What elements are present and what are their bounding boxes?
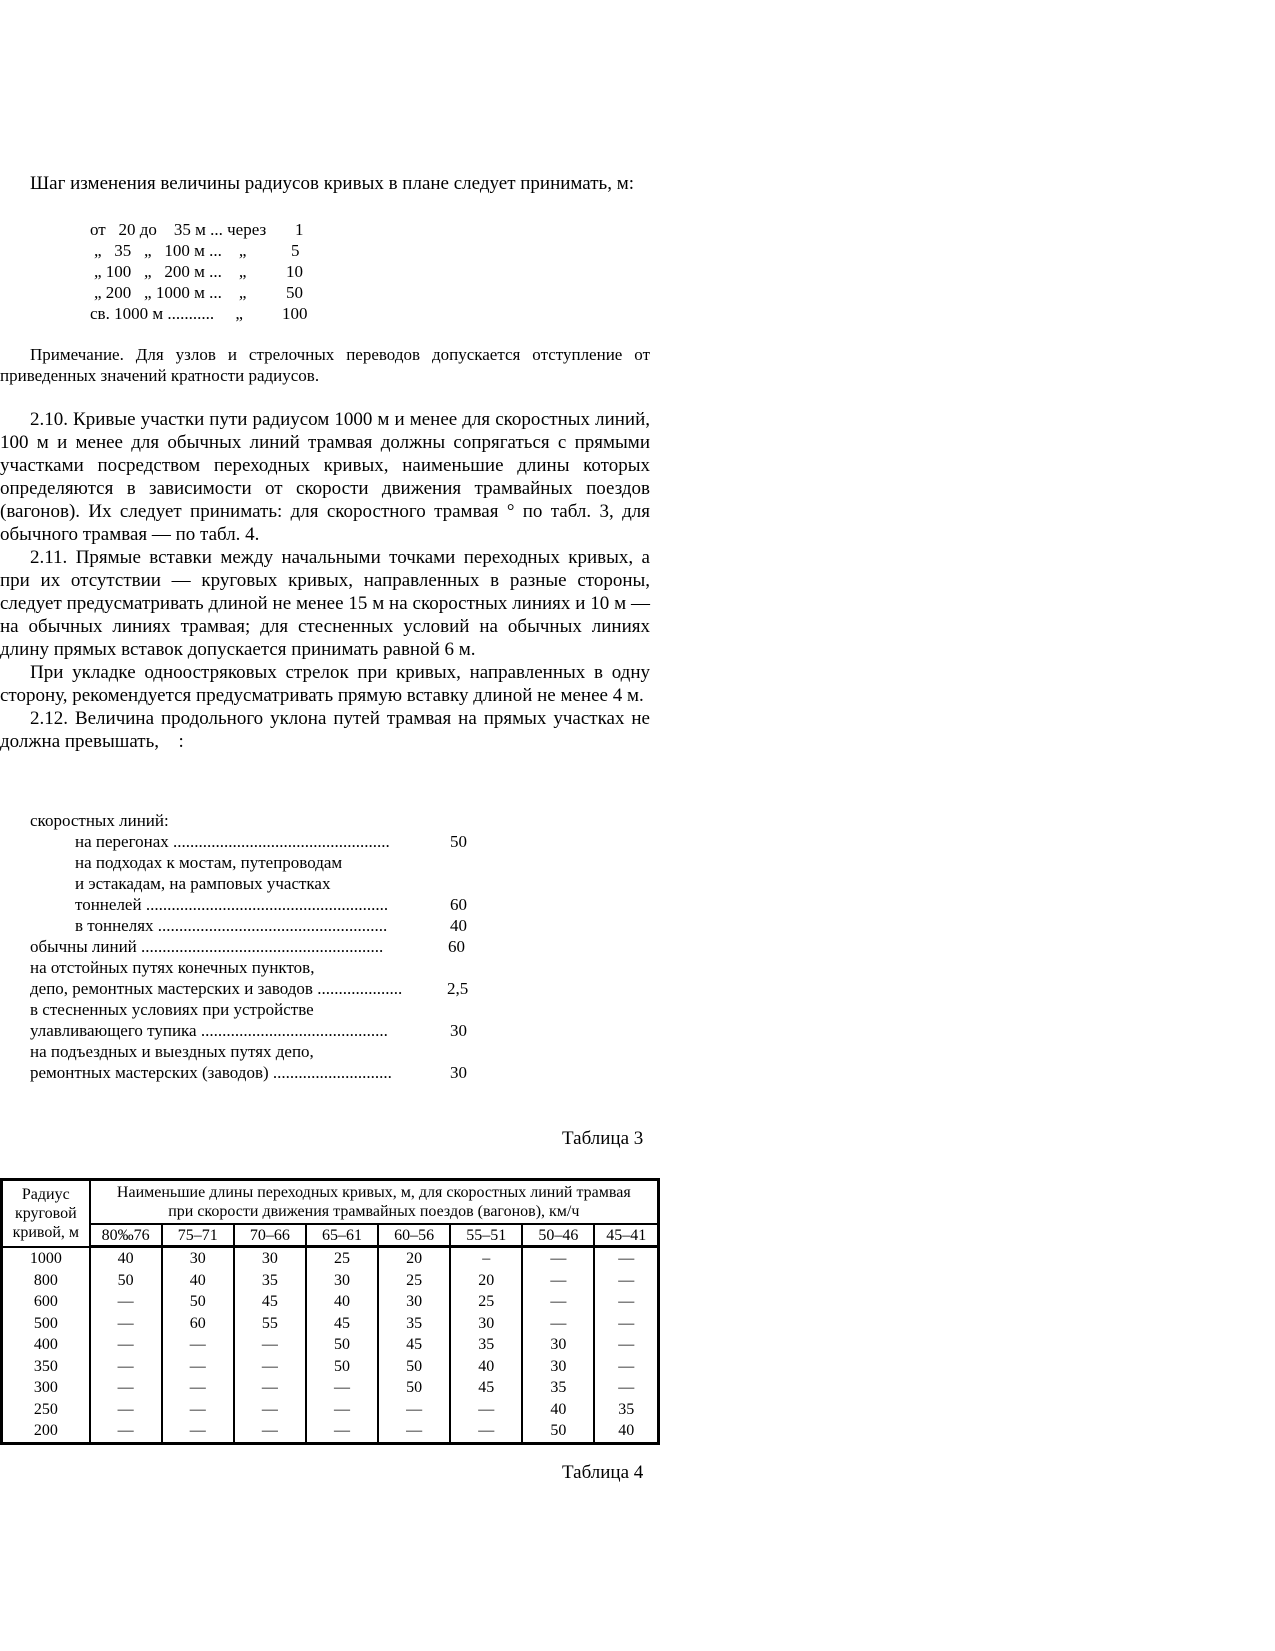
- length-cell: —: [90, 1291, 162, 1313]
- length-cell: 60: [162, 1313, 234, 1335]
- radius-cell: 350: [2, 1356, 90, 1378]
- length-cell: —: [162, 1356, 234, 1378]
- length-cell: —: [234, 1334, 306, 1356]
- length-group-header: Наименьшие длины переходных кривых, м, для скоростных линий трамвая при скорости движения трамвайных поездов (вагонов), км/ч: [90, 1180, 659, 1225]
- length-cell: 40: [522, 1399, 594, 1421]
- length-cell: —: [234, 1399, 306, 1421]
- radius-cell: 600: [2, 1291, 90, 1313]
- speed-header: 75–71: [162, 1224, 234, 1247]
- speed-header: 55–51: [450, 1224, 522, 1247]
- speed-header: 45–41: [594, 1224, 658, 1247]
- length-cell: —: [162, 1420, 234, 1443]
- radius-cell: 800: [2, 1270, 90, 1292]
- radius-cell: 1000: [2, 1247, 90, 1270]
- radius-cell: 400: [2, 1334, 90, 1356]
- length-cell: —: [306, 1377, 378, 1399]
- length-cell: 25: [306, 1247, 378, 1270]
- length-cell: 50: [90, 1270, 162, 1292]
- length-cell: —: [594, 1313, 658, 1335]
- length-cell: —: [522, 1247, 594, 1270]
- speed-header: 50–46: [522, 1224, 594, 1247]
- length-cell: 45: [378, 1334, 450, 1356]
- radius-column-header: Радиус круговой кривой, м: [2, 1180, 90, 1247]
- radius-cell: 300: [2, 1377, 90, 1399]
- length-cell: —: [90, 1420, 162, 1443]
- length-cell: 20: [450, 1270, 522, 1292]
- paragraph-2-12: 2.12. Величина продольного уклона путей трамвая на прямых участках не должна превышать,  :: [0, 708, 650, 752]
- length-cell: 25: [450, 1291, 522, 1313]
- main-text: [0, 408, 650, 753]
- length-cell: —: [450, 1399, 522, 1421]
- length-cell: 45: [450, 1377, 522, 1399]
- length-cell: —: [162, 1334, 234, 1356]
- length-cell: —: [90, 1334, 162, 1356]
- step-row: „ 35 „ 100 м ... „ 5: [94, 241, 300, 260]
- length-cell: —: [306, 1399, 378, 1421]
- length-cell: 30: [522, 1334, 594, 1356]
- table-row: [2, 1247, 659, 1270]
- length-cell: —: [234, 1377, 306, 1399]
- radius-cell: 200: [2, 1420, 90, 1443]
- length-cell: —: [594, 1377, 658, 1399]
- length-cell: —: [522, 1291, 594, 1313]
- length-cell: 50: [306, 1356, 378, 1378]
- length-cell: 50: [162, 1291, 234, 1313]
- table-row: [2, 1270, 659, 1292]
- radius-cell: 500: [2, 1313, 90, 1335]
- length-cell: —: [234, 1420, 306, 1443]
- length-cell: 50: [522, 1420, 594, 1443]
- length-cell: 40: [306, 1291, 378, 1313]
- length-cell: —: [594, 1270, 658, 1292]
- step-row: „ 200 „ 1000 м ... „ 50: [94, 283, 303, 302]
- length-cell: 40: [162, 1270, 234, 1292]
- table-row: [2, 1377, 659, 1399]
- length-cell: 35: [378, 1313, 450, 1335]
- paragraph-2-10: 2.10. Кривые участки пути радиусом 1000 м и менее для скоростных линий, 100 м и менее для обычных линий трамвая должны сопрягаться с прямыми участками посредством переходных кривых, наименьшие длины которых определяются в зависимости от скорости движения трамвайных поездов (вагонов). Их следует принимать: для скоростного трамвая ° по табл. 3, для обычного трамвая — по табл. 4.: [0, 409, 650, 545]
- length-cell: 40: [450, 1356, 522, 1378]
- step-row: св. 1000 м ........... „ 100: [90, 304, 308, 323]
- length-cell: 50: [378, 1377, 450, 1399]
- table-3-body: [2, 1247, 659, 1444]
- length-cell: —: [594, 1334, 658, 1356]
- step-row: „ 100 „ 200 м ... „ 10: [94, 262, 303, 281]
- length-cell: —: [162, 1399, 234, 1421]
- length-cell: —: [594, 1356, 658, 1378]
- length-cell: 45: [306, 1313, 378, 1335]
- paragraph-2-11: 2.11. Прямые вставки между начальными точками переходных кривых, а при их отсутствии — круговых кривых, направленных в разные стороны, следует предусматривать длиной не менее 15 м на скоростных линиях и 10 м — на обычных линиях трамвая; для стесненных условий на обычных линиях длину прямых вставок допускается принимать равной 6 м.: [0, 547, 650, 660]
- length-cell: —: [90, 1399, 162, 1421]
- table-row: [2, 1334, 659, 1356]
- length-cell: 30: [162, 1247, 234, 1270]
- intro-text: Шаг изменения величины радиусов кривых в плане следует принимать, м:: [30, 173, 635, 194]
- table-row: [2, 1420, 659, 1443]
- length-cell: 45: [234, 1291, 306, 1313]
- length-cell: —: [90, 1313, 162, 1335]
- speed-header: 70–66: [234, 1224, 306, 1247]
- step-row: от 20 до 35 м ... через 1: [90, 220, 304, 239]
- length-cell: —: [378, 1420, 450, 1443]
- length-cell: —: [378, 1399, 450, 1421]
- radius-step-list: [90, 219, 330, 324]
- radius-cell: 250: [2, 1399, 90, 1421]
- table-row: [2, 1313, 659, 1335]
- length-cell: 35: [594, 1399, 658, 1421]
- length-cell: 35: [234, 1270, 306, 1292]
- length-cell: —: [594, 1247, 658, 1270]
- length-cell: 50: [306, 1334, 378, 1356]
- paragraph-2-11b: При укладке одноостряковых стрелок при кривых, направленных в одну сторону, рекомендуется предусматривать прямую вставку длиной не менее 4 м.: [0, 662, 650, 706]
- length-cell: —: [450, 1420, 522, 1443]
- length-cell: —: [594, 1291, 658, 1313]
- length-cell: 30: [378, 1291, 450, 1313]
- length-cell: —: [522, 1313, 594, 1335]
- table-3-caption: Таблица 3: [562, 1128, 644, 1149]
- length-cell: 40: [90, 1247, 162, 1270]
- length-cell: 50: [378, 1356, 450, 1378]
- length-cell: —: [90, 1377, 162, 1399]
- speed-header: 80‰76: [90, 1224, 162, 1247]
- length-cell: 30: [450, 1313, 522, 1335]
- length-cell: —: [234, 1356, 306, 1378]
- note-text: Примечание. Для узлов и стрелочных переводов допускается отступление от приведенных значений кратности радиусов.: [0, 345, 650, 385]
- table-4-caption: Таблица 4: [562, 1462, 644, 1483]
- length-cell: —: [522, 1270, 594, 1292]
- length-cell: 40: [594, 1420, 658, 1443]
- length-cell: 20: [378, 1247, 450, 1270]
- length-cell: —: [162, 1377, 234, 1399]
- intro-block: [0, 172, 650, 195]
- length-cell: 35: [522, 1377, 594, 1399]
- speed-header: 60–56: [378, 1224, 450, 1247]
- speed-header: 65–61: [306, 1224, 378, 1247]
- length-cell: —: [90, 1356, 162, 1378]
- note-block: [0, 344, 650, 386]
- table-row: [2, 1399, 659, 1421]
- length-cell: 55: [234, 1313, 306, 1335]
- length-cell: 30: [234, 1247, 306, 1270]
- length-cell: —: [306, 1420, 378, 1443]
- length-cell: 35: [450, 1334, 522, 1356]
- length-cell: 30: [306, 1270, 378, 1292]
- table-3: [0, 1178, 660, 1445]
- length-cell: 30: [522, 1356, 594, 1378]
- table-row: [2, 1291, 659, 1313]
- length-cell: 25: [378, 1270, 450, 1292]
- length-cell: –: [450, 1247, 522, 1270]
- table-row: [2, 1356, 659, 1378]
